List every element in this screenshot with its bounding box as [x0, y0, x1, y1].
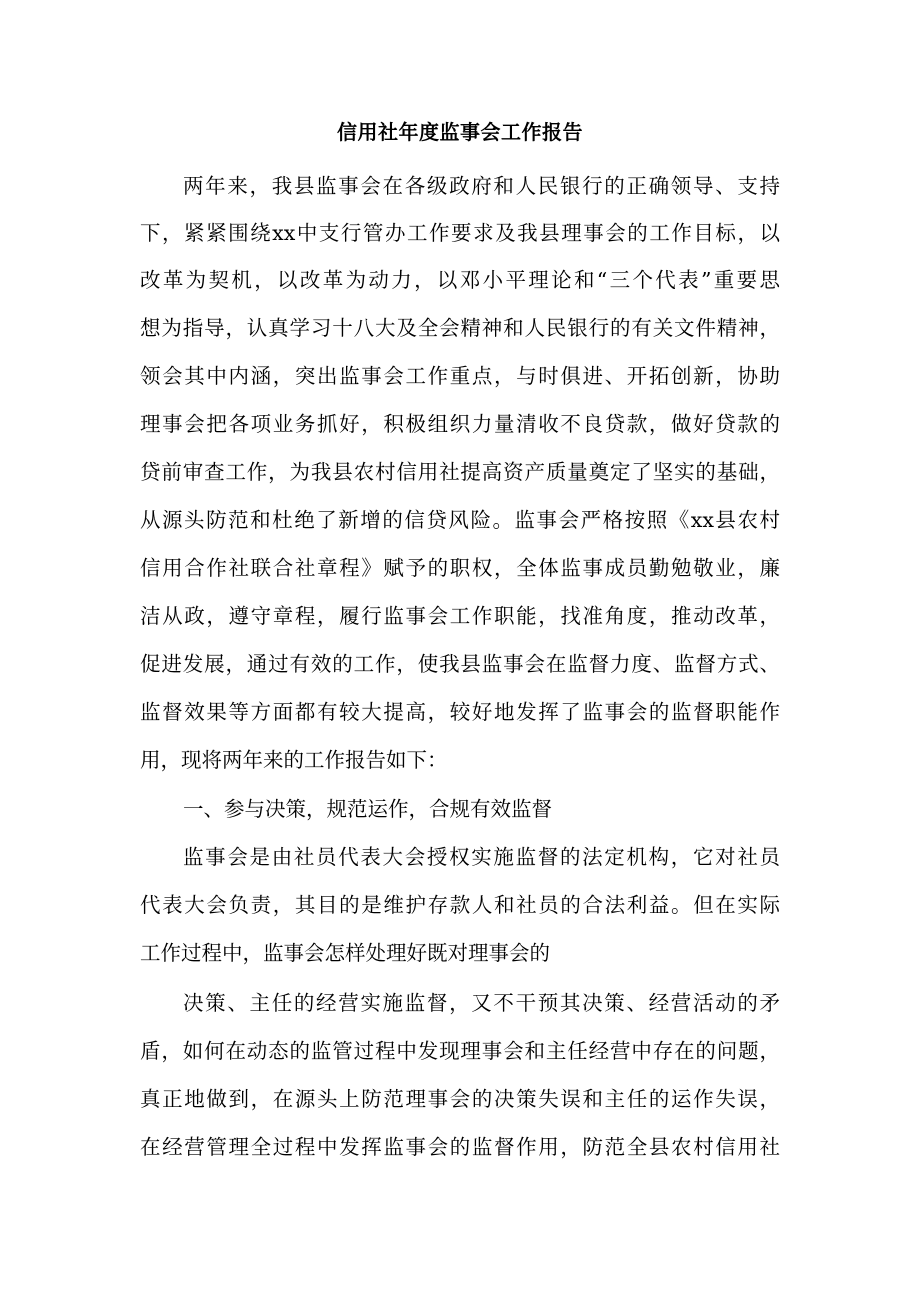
- paragraph-line: 用，现将两年来的工作报告如下：: [140, 748, 448, 772]
- paragraph-line: 从源头防范和杜绝了新增的信贷风险。监事会严格按照《xx县农村: [140, 508, 780, 532]
- paragraph-line: 代表大会负责，其目的是维护存款人和社员的合法利益。但在实际: [140, 893, 780, 917]
- paragraph-line: 盾，如何在动态的监管过程中发现理事会和主任经营中存在的问题，: [140, 1039, 780, 1063]
- paragraph-line: 在经营管理全过程中发挥监事会的监督作用，防范全县农村信用社: [140, 1135, 780, 1159]
- paragraph-line: 贷前审查工作，为我县农村信用社提高资产质量奠定了坚实的基础，: [140, 460, 780, 484]
- paragraph-line: 监督效果等方面都有较大提高，较好地发挥了监事会的监督职能作: [140, 700, 780, 724]
- paragraph-line: 改革为契机，以改革为动力，以邓小平理论和“三个代表”重要思: [140, 268, 780, 292]
- paragraph-line: 想为指导，认真学习十八大及全会精神和人民银行的有关文件精神，: [140, 316, 780, 340]
- paragraph-line: 促进发展，通过有效的工作，使我县监事会在监督力度、监督方式、: [140, 652, 780, 676]
- paragraph-line: 信用合作社联合社章程》赋予的职权，全体监事成员勤勉敬业，廉: [140, 556, 780, 580]
- paragraph-line: 理事会把各项业务抓好，积极组织力量清收不良贷款，做好贷款的: [140, 412, 780, 436]
- section-heading: 一、参与决策，规范运作，合规有效监督: [183, 797, 552, 821]
- document-title: 信用社年度监事会工作报告: [337, 120, 583, 144]
- paragraph-line: 工作过程中，监事会怎样处理好既对理事会的: [140, 941, 550, 965]
- paragraph-line: 洁从政，遵守章程，履行监事会工作职能，找准角度，推动改革，: [140, 604, 780, 628]
- paragraph-line: 领会其中内涵，突出监事会工作重点，与时俱进、开拓创新，协助: [140, 364, 780, 388]
- paragraph-line: 决策、主任的经营实施监督，又不干预其决策、经营活动的矛: [183, 991, 780, 1015]
- paragraph-line: 两年来，我县监事会在各级政府和人民银行的正确领导、支持: [183, 174, 780, 198]
- paragraph-line: 监事会是由社员代表大会授权实施监督的法定机构，它对社员: [183, 845, 780, 869]
- paragraph-line: 真正地做到，在源头上防范理事会的决策失误和主任的运作失误，: [140, 1087, 780, 1111]
- paragraph-line: 下，紧紧围绕xx中支行管办工作要求及我县理事会的工作目标，以: [140, 221, 780, 245]
